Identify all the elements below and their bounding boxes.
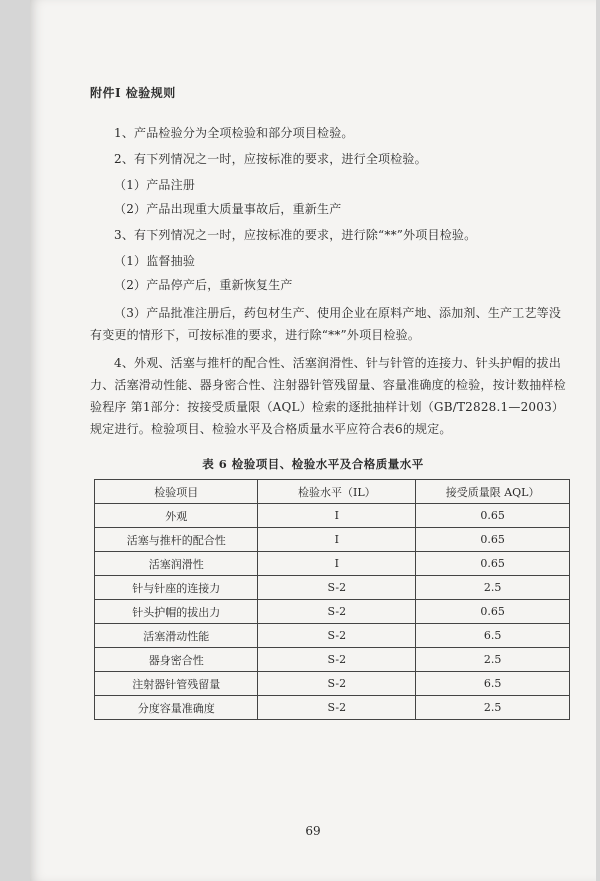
cell-level: Ⅰ xyxy=(258,504,416,528)
cell-level: S-2 xyxy=(258,576,416,600)
paragraph-5: 3、有下列情况之一时，应按标准的要求，进行除“**”外项目检验。 xyxy=(114,228,477,242)
header-aql: 接受质量限 AQL） xyxy=(416,480,570,504)
paragraph-6: （1）监督抽验 xyxy=(114,254,196,268)
cell-level: Ⅰ xyxy=(258,552,416,576)
cell-item: 外观 xyxy=(95,504,258,528)
cell-level: S-2 xyxy=(258,696,416,720)
cell-aql: 6.5 xyxy=(416,624,570,648)
section-heading: 附件Ⅰ 检验规则 xyxy=(90,86,176,100)
paragraph-8: （3）产品批准注册后，药包材生产、使用企业在原料产地、添加剂、生产工艺等没有变更的情形下，可按标准的要求，进行除“**”外项目检验。 xyxy=(90,306,562,342)
cell-level: S-2 xyxy=(258,672,416,696)
cell-aql: 0.65 xyxy=(416,600,570,624)
cell-item: 活塞润滑性 xyxy=(95,552,258,576)
cell-level: S-2 xyxy=(258,624,416,648)
cell-item: 分度容量准确度 xyxy=(95,696,258,720)
cell-item: 针与针座的连接力 xyxy=(95,576,258,600)
cell-aql: 2.5 xyxy=(416,696,570,720)
header-level: 检验水平（IL） xyxy=(258,480,416,504)
cell-aql: 2.5 xyxy=(416,648,570,672)
cell-aql: 6.5 xyxy=(416,672,570,696)
paragraph-9: 4、外观、活塞与推杆的配合性、活塞润滑性、针与针管的连接力、针头护帽的拔出力、活塞滑动性能、器身密合性、注射器针管残留量、容量准确度的检验，按计数抽样检验程序 第1部分：按接受质量限（AQL）检索的逐批抽样计划（GB/T2828.1—2003）规定进行。检验项目、检验水平及合格质量水平应符合表6的规定。 xyxy=(90,356,566,436)
table-caption: 表 6 检验项目、检验水平及合格质量水平 xyxy=(202,457,424,471)
header-item: 检验项目 xyxy=(95,480,258,504)
document-page xyxy=(30,0,596,881)
paragraph-2: 2、有下列情况之一时，应按标准的要求，进行全项检验。 xyxy=(114,152,427,166)
table-row xyxy=(95,600,570,624)
cell-aql: 2.5 xyxy=(416,576,570,600)
cell-level: Ⅰ xyxy=(258,528,416,552)
cell-aql: 0.65 xyxy=(416,504,570,528)
paragraph-3: （1）产品注册 xyxy=(114,178,196,192)
cell-level: S-2 xyxy=(258,600,416,624)
cell-item: 活塞与推杆的配合性 xyxy=(95,528,258,552)
table-row xyxy=(95,504,570,528)
table-row xyxy=(95,528,570,552)
table-row xyxy=(95,552,570,576)
cell-item: 活塞滑动性能 xyxy=(95,624,258,648)
inspection-table xyxy=(94,479,570,720)
table-header-row xyxy=(95,480,570,504)
table-row xyxy=(95,624,570,648)
page-number: 69 xyxy=(305,824,321,838)
table-row xyxy=(95,672,570,696)
cell-level: S-2 xyxy=(258,648,416,672)
table-row xyxy=(95,696,570,720)
cell-aql: 0.65 xyxy=(416,528,570,552)
paragraph-7: （2）产品停产后，重新恢复生产 xyxy=(114,278,293,292)
table-row xyxy=(95,648,570,672)
cell-item: 注射器针管残留量 xyxy=(95,672,258,696)
paragraph-1: 1、产品检验分为全项检验和部分项目检验。 xyxy=(114,126,354,140)
table-row xyxy=(95,576,570,600)
cell-item: 针头护帽的拔出力 xyxy=(95,600,258,624)
cell-aql: 0.65 xyxy=(416,552,570,576)
cell-item: 器身密合性 xyxy=(95,648,258,672)
paragraph-4: （2）产品出现重大质量事故后，重新生产 xyxy=(114,202,342,216)
